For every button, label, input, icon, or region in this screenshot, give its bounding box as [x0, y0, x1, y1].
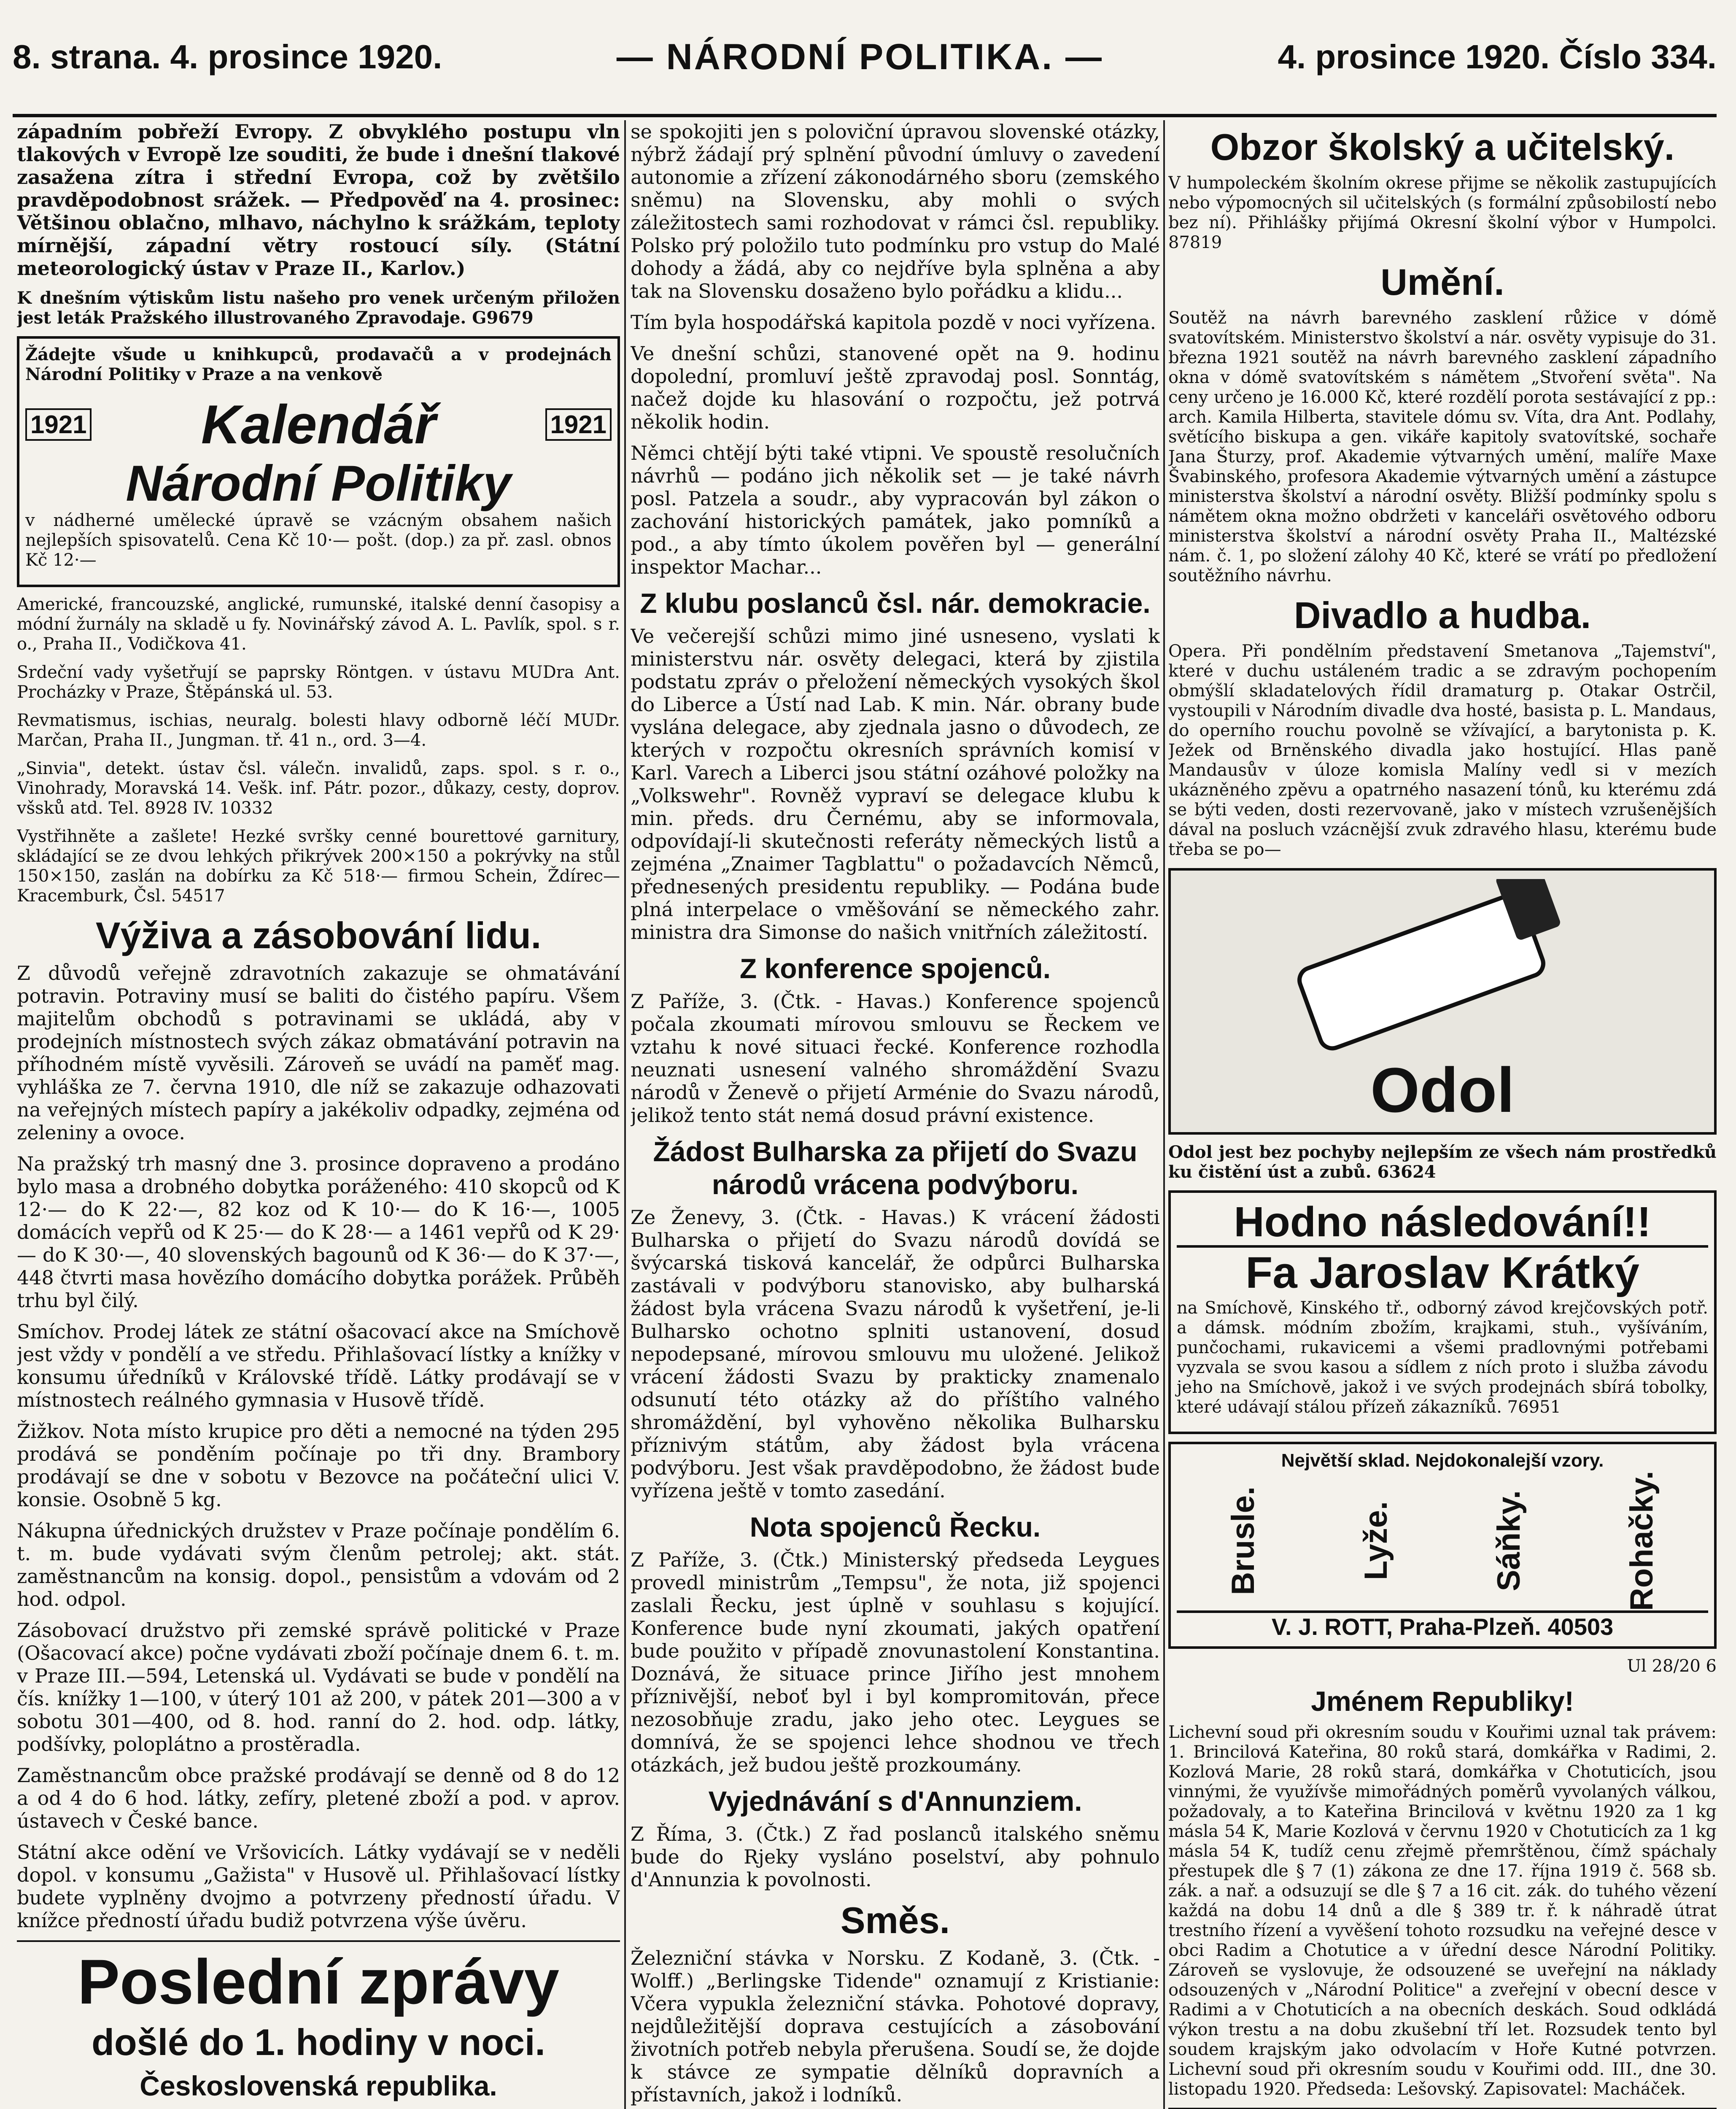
article-paragraph: Ve dnešní schůzi, stanovené opět na 9. hodinu dopolední, promluví ještě zpravodaj posl. Sonntág, načež dojde ku hlasování o rozpočtu, jež potrvá několik hodin. — [631, 342, 1160, 433]
court-verdict-title: Jménem Republiky! — [1311, 1686, 1574, 1717]
art-section-title: Umění. — [1380, 261, 1504, 303]
article-title: Žádost Bulharska za přijetí do Svazu národů vrácena podvýboru. — [653, 1136, 1138, 1200]
page-info-left: 8. strana. 4. prosince 1920. — [13, 38, 442, 76]
calendar-ad — [17, 336, 620, 587]
column-2 — [631, 120, 1160, 2109]
article-paragraph: Opera. Při pondělním představení Smetanova „Tajemství", které v duchu ustáleném tradic a se zdravým pochopením obmýšlí skladatelových řídil dramaturg p. Otakar Ostrčil, vystoupili v Národním divadle dva hosté, basista p. L. Mandaus, do operního rouchu povolně se vžívající, a barytonista p. K. Ježek od Brněnského divadla jako hostující. Hlas paně Mandausův v úloze komisla Malíny vedl si v mezích ukázněného zpěvu a opatrného nasazení tónů, ku kterému zdá se býti veden, dosti rezervovaně, jako v místech vzrušenějších dával na posluch vzácnější zvuk zdravého hlasu, kterému bude třeba se po— — [1168, 642, 1717, 859]
odol-logo: Odol — [1370, 1054, 1515, 1125]
calendar-year: 1921 — [25, 408, 92, 441]
misc-section-title: Směs. — [840, 1899, 950, 1941]
page-info-right: 4. prosince 1920. Číslo 334. — [1278, 38, 1717, 76]
article-paragraph: Soutěž na návrh barevného zasklení růžice v dómě svatovítském. Ministerstvo školství a nár. osvěty vypisuje do 31. března 1921 soutěž na návrh barevného zasklení západního okna v dómě svatovítském s námětem „Stvoření světa". Na ceny určeno je 16.000 Kč, které rozdělí porota sestávající z pp.: arch. Kamila Hilberta, stavitele dómu sv. Víta, dra Ant. Podlahy, světícího biskupa a gen. vikáře kapitoly svatovítské, sochaře Jana Šturzy, prof. Akademie výtvarných umění, malíře Maxe Švabinského, profesora Akademie výtvarných umění a zástupce ministerstva školství a národní osvěty. Bližší podmínky spolu s námětem okna možno obdržeti v kanceláři osvětového odboru ministerstva školství a národní osvěty Praha II., Maltézské nám. č. 1, po složení zálohy 40 Kč, které se vrátí po předložení soutěžního návrhu. — [1168, 308, 1717, 585]
small-ad: „Sinvia", detekt. ústav čsl. válečn. invalidů, zaps. spol. s r. o., Vinohrady, Moravská 14. Vešk. inf. Pátr. pozor., důkazy, cesty, doprov. všsků atd. Tel. 8928 IV. 10332 — [17, 759, 620, 818]
ski-ad-item: Brusle. — [1225, 1486, 1261, 1595]
small-ad: Americké, francouzské, anglické, rumunské, italské denní časopisy a módní žurnály na skladě u fy. Novinářský závod A. L. Pavlík, spol. s r. o., Praha II., Vodičkova 41. — [17, 595, 620, 654]
article-paragraph: Nákupna úřednických družstev v Praze počínaje pondělím 6. t. m. bude vydávati svým členům petrolej; akt. stát. zaměstnancům na konsig. dopol., pensistům a vdovám od 2 hod. odpol. — [17, 1519, 620, 1610]
article-paragraph: Státní akce odění ve Vršovicích. Látky vydávají se v neděli dopol. v konsumu „Gažista" v Husově ul. Přihlašovací lístky budete vyplněny dvojmo a potvrzeny předností úřadu. V knížce předností úřadu budiž potvrzena výše úvěru. — [17, 1841, 620, 1932]
calendar-title: Kalendář — [201, 394, 436, 455]
article-paragraph: Z Paříže, 3. (Čtk. - Havas.) Konference spojenců počala zkoumati mírovou smlouvu se Řeckem ve vztahu k nové situaci řecké. Konference rozhodla neuznati usnesení valného shromáždění Svazu národů v Ženevě o přijetí Arménie do Svazu národů, jelikož tento stát nemá dosud právní existence. — [631, 990, 1160, 1127]
school-section-title: Obzor školský a učitelský. — [1210, 126, 1675, 168]
article-paragraph: Ze Ženevy, 3. (Čtk. - Havas.) K vrácení žádosti Bulharska o přijetí do Svazu národů dovídá se švýcarská tisková kancelář, že odpůrci Bulharska zastávali v podvýboru stanovisko, aby bulharská žádost byla vrácena Svazu národů k vyšetření, je-li Bulharsko ochotno splniti ustanovení, dosud nepodepsané, mírovou smlouvu mu uložené. Jelikož vrácení žádosti Svazu by prakticky znamenalo odsunutí této otázky až do příštího valného shromáždění, byl vyhověno několika Bulharsku příznivým státům, aby žádost byla vrácena podvýboru. Jest však pravděpodobno, že žádost bude vyřízena ještě v tomto zasedání. — [631, 1206, 1160, 1502]
odol-ad — [1168, 868, 1717, 1135]
article-paragraph: Z důvodů veřejně zdravotních zakazuje se ohmatávání potravin. Potraviny musí se baliti do čistého papíru. Všem majitelům obchodů s potravinami se ukládá, aby v prodejních místnostech svých zákaz obmatávání potravin na příhodném místě vyvěsili. Zároveň se uvádí na paměť mag. vyhláška ze 7. června 1910, dle níž se zakazuje odhazovati na veřejných místech papíry a jakékoliv odpadky, zejména od zeleniny a ovoce. — [17, 962, 620, 1144]
notice-ad-firm: Fa Jaroslav Krátký — [1245, 1248, 1639, 1297]
ski-ad-item: Lyže. — [1358, 1501, 1394, 1580]
latest-news-subtitle: došlé do 1. hodiny v noci. — [92, 2021, 545, 2063]
section-heading: Československá republika. — [140, 2070, 497, 2101]
notice-ad-title: Hodno následování!! — [1177, 1199, 1708, 1248]
masthead: — NÁRODNÍ POLITIKA. — — [616, 36, 1103, 77]
article-paragraph: Tím byla hospodářská kapitola pozdě v noci vyřízena. — [631, 311, 1156, 334]
article-title: Vyjednávání s d'Annunziem. — [708, 1785, 1082, 1817]
article-paragraph: Na pražský trh masný dne 3. prosince dopraveno a prodáno bylo masa a drobného dobytka poráženého: 410 skopců od K 12·— do K 22·—, 82 koz od K 10·— do K 16·—, 1005 domácích vepřů od K 25·— do K 28·— a 1461 vepřů od K 29·— do K 30·—, 40 slovenských bagounů od K 36·— do K 37·—, 448 čtvrti masa hovězího domácího dobytka porážek. Průběh trhu byl čilý. — [17, 1152, 620, 1312]
column-divider — [624, 120, 626, 2109]
court-verdict-text: Lichevní soud při okresním soudu v Kouřimi uznal tak právem: 1. Brincilová Kateřina, 80 roků stará, domkářka v Radimi, 2. Kozlová Marie, 28 roků stará, domkářka v Chotuticích, jsou vinnými, že využívše mimořádných poměrů vyvolaných válkou, požadovaly, a to Kateřina Brincilová v květnu 1920 za 1 kg másla 54 K, Marie Kozlová v červnu 1920 v Chotuticích za 1 kg másla 54 K, tudíž cenu zřejmě přemrštěnou, čímž spáchaly přestupek dle § 7 (1) zákona ze dne 17. října 1919 č. 568 sb. zák. a nař. a odsuzují se dle § 7 a 16 cit. zák. do tuhého vězení každá na dobu 14 dnů a dle § 389 tr. ř. k náhradě útrat trestního řízení a vyvěšení tohoto rozsudku na veřejné desce v obci Radim a Chotutice a v úřední desce Národní Politiky. Zároveň se vyslovuje, že odsouzené se uveřejní na náklady odsouzených v „Národní Politice" a zveřejní v obecní desce v Radimi a v Chotuticích a na obecních deskách. Soud odkládá výkon trestu a na dobu zkušební tří let. Rozsudek tento byl soudem krajským jako odvolacím v Hoře Kutné potvrzen. Lichevní soud při okresním soudu v Kouřimi odd. III., dne 30. listopadu 1920. Předseda: Lešovský. Zapisovatel: Macháček. — [1168, 1723, 1717, 2099]
article-paragraph: Z Paříže, 3. (Čtk.) Ministerský předseda Leygues provedl ministrům „Tempsu", že nota, již spojenci zaslali Řecku, jest úplně v souhlasu s kojující. Konference bude nyní zkoumati, jakých opatření bude použito v případě znovunastolení Konstantina. Doznává, že situace prince Jiřího jest mnohem příznivější, neboť byl i byl kompromitován, přece nezosobňuje zradu, jako jeho otec. Leygues se domnívá, že se spojenci lehce shodnou ve třech otázkách, jež budou ještě prozkoumány. — [631, 1548, 1160, 1776]
food-section-title: Výživa a zásobování lidu. — [95, 914, 542, 956]
notice-ad — [1168, 1190, 1717, 1434]
article-paragraph: Němci chtějí býti také vtipni. Ve spoustě resolučních návrhů — podáno jich několik set — je také návrh posl. Patzela a soudr., aby vypracován byl zákon o zachování historických památek, jako pomníků a pod., a aby tímto úkolem pověřen byl — generální inspektor Machar... — [631, 442, 1160, 578]
calendar-year: 1921 — [545, 408, 612, 441]
ski-ad-firm: V. J. ROTT, Praha-Plzeň. 40503 — [1177, 1610, 1708, 1640]
calendar-ad-top: Žádejte všude u knihkupců, prodavačů a v prodejnách Národní Politiky v Praze a na venkově — [25, 345, 612, 384]
ski-ad-item: Rohačky. — [1624, 1470, 1660, 1611]
page-header — [13, 0, 1717, 117]
court-reference: Ul 28/20 6 — [1627, 1656, 1717, 1676]
article-title: Nota spojenců Řecku. — [749, 1511, 1041, 1543]
article-title: Z klubu poslanců čsl. nár. demokracie. — [640, 588, 1151, 619]
article-paragraph: Ve večerejší schůzi mimo jiné usneseno, vyslati k ministerstvu nár. osvěty delegaci, která by zjistila podstatu zpráv o přeložení německých vysokých škol do Liberce a Ústí nad Lab. K min. Nár. obrany bude vyslána delegace, aby zjednala jasno o důvodech, ze kterých v rozpočtu okresních správních komisí v Karl. Varech a Liberci jsou státní ozáhové položky na „Volkswehr". Rovněž vypraví se delegace klubu k min. předs. dru Černému, aby se informovala, odpovídají-li skutečnosti referáty německých listů a zejména „Znaimer Tagblattu" o požadavcích Němců, přednesených presidentu republiky. — Podána bude plná interpelace o vměšování se německého zahr. ministra dra Simonse do našich vnitřních záležitostí. — [631, 625, 1160, 944]
ski-ad — [1168, 1442, 1717, 1649]
article-paragraph: Žižkov. Nota místo krupice pro děti a nemocné na týden 295 prodává se ponděním počínaje po tři dny. Brambory prodávají se dne v sobotu v Bezovce na počáteční ulici V. konsie. Osobně 5 kg. — [17, 1420, 620, 1511]
latest-news-title: Poslední zprávy — [77, 1946, 560, 2017]
ski-ad-banner: Největší sklad. Nejdokonalejší vzory. — [1281, 1450, 1604, 1471]
calendar-subtitle: Národní Politiky — [126, 455, 511, 512]
article-paragraph: Zásobovací družstvo při zemské správě politické v Praze (Ošacovací akce) počne vydávati zboží počínaje dnem 6. t. m. v Praze III.—594, Letenská ul. Vydávati se bude v pondělí na čís. knížky 1—100, v úterý 101 až 200, v pátek 201—300 a v sobotu 301—400, od 8. hod. ranní do 2. hod. odp. látky, podšívky, poloplátno a prostěradla. — [17, 1619, 620, 1756]
article-paragraph: Železniční stávka v Norsku. Z Kodaně, 3. (Čtk. - Wolff.) „Berlingske Tidende" oznamují z Kristianie: Včera vypukla železniční stávka. Pohotové dopravy, nejdůležitější doprava cestujících a zásobování životních potřeb nebyla přerušena. Soudí se, že dojde k stávce ze sympatie dělníků dopravních a přístavních, jakož i lodníků. — [631, 1947, 1160, 2106]
small-ad: Vystřihněte a zašlete! Hezké svršky cenné bourettové garnitury, skládající se ze dvou lehkých přikrývek 200×150 a pokrývky na stůl 150×150, zaslán na dobírku za Kč 518·— firmou Schein, Ždírec—Kracemburk, Čsl. 54517 — [17, 827, 620, 906]
odol-ad-text: Odol jest bez pochyby nejlepším ze všech nám prostředků ku čistění úst a zubů. 63624 — [1168, 1142, 1717, 1182]
odol-bottle-icon — [1253, 879, 1632, 1056]
article-paragraph: Smíchov. Prodej látek ze státní ošacovací akce na Smíchově jest vždy v pondělí a ve středu. Přihlašovací lístky a knížky v konsumu úředníků v Královské třídě. Látky prodávají se v místnostech reálného gymnasia v Husově třídě. — [17, 1320, 620, 1411]
article-paragraph: V humpoleckém školním okrese přijme se několik zastupujících nebo výpomocných sil učitelských (s formální způsobilostí nebo bez ní). Přihlášky přijímá Okresní školní výbor v Humpolci. 87819 — [1168, 173, 1717, 252]
article-paragraph: Zaměstnancům obce pražské prodávají se denně od 8 do 12 a od 4 do 6 hod. látky, zefíry, pletené zboží a pod. v aprov. ústavech v České bance. — [17, 1764, 620, 1832]
article-paragraph: Z Říma, 3. (Čtk.) Z řad poslanců italského sněmu bude do Rjeky vysláno poselství, aby pohnulo d'Annunzia k povolnosti. — [631, 1823, 1160, 1891]
article-paragraph: se spokojiti jen s poloviční úpravou slovenské otázky, nýbrž žádají prý splnění původní úmluvy o zavedení autonomie a zřízení zákonodárného sboru (zemského sněmu) na Slovensku, aby mohli o svých záležitostech sami rozhodovat v rámci čsl. republiky. Polsko prý položilo tuto podmínku pro vstup do Malé dohody a žádá, aby co nejdříve byla splněna a aby tak na Slovensku dosaženo bylo pořádku a klidu... — [631, 120, 1160, 302]
weather-report: západním pobřeží Evropy. Z obvyklého postupu vln tlakových v Evropě lze souditi, že bude i dnešní tlakové zasažena zítra i střední Evropa, což by zvětšilo pravděpodobnost srážek. — Předpověď na 4. prosinec: Většinou oblačno, mlhavo, náchylno k srážkám, teploty mírnější, západní větry rostoucí síly. (Státní meteorologický ústav v Praze II., Karlov.) — [17, 120, 620, 280]
calendar-ad-body: v nádherné umělecké úpravě se vzácným obsahem našich nejlepších spisovatelů. Cena Kč 10·— pošt. (dop.) za př. zasl. obnos Kč 12·— — [25, 511, 612, 570]
supplement-note: K dnešním výtiskům listu našeho pro venek určeným přiložen jest leták Pražského illustrovaného Zpravodaje. G9679 — [17, 288, 620, 328]
column-divider — [1163, 120, 1165, 2109]
ski-ad-item: Sáňky. — [1491, 1490, 1527, 1591]
small-ad: Srdeční vady vyšetřují se paprsky Röntgen. v ústavu MUDra Ant. Procházky v Praze, Štěpánská ul. 53. — [17, 663, 620, 702]
article-title: Z konference spojenců. — [739, 953, 1051, 984]
notice-ad-text: na Smíchově, Kinského tř., odborný závod krejčovských potř. a dámsk. módním zbožím, krajkami, stuh., vyšíváním, punčochami, rukavicemi a všemi pradlovnými potřebami vyzvala se svou kasou a sídlem z ních proto i služba závodu jeho na Smíchově, jakož i ve svých prodejnách sbírá tobolky, které udávají stálou přízeň zákazníků. 76951 — [1177, 1298, 1708, 1417]
column-3 — [1168, 120, 1717, 2109]
column-1 — [17, 120, 620, 2109]
theatre-section-title: Divadlo a hudba. — [1294, 594, 1591, 636]
small-ad: Revmatismus, ischias, neuralg. bolesti hlavy odborně léčí MUDr. Marčan, Praha II., Jungman. tř. 41 n., ord. 3—4. — [17, 711, 620, 750]
